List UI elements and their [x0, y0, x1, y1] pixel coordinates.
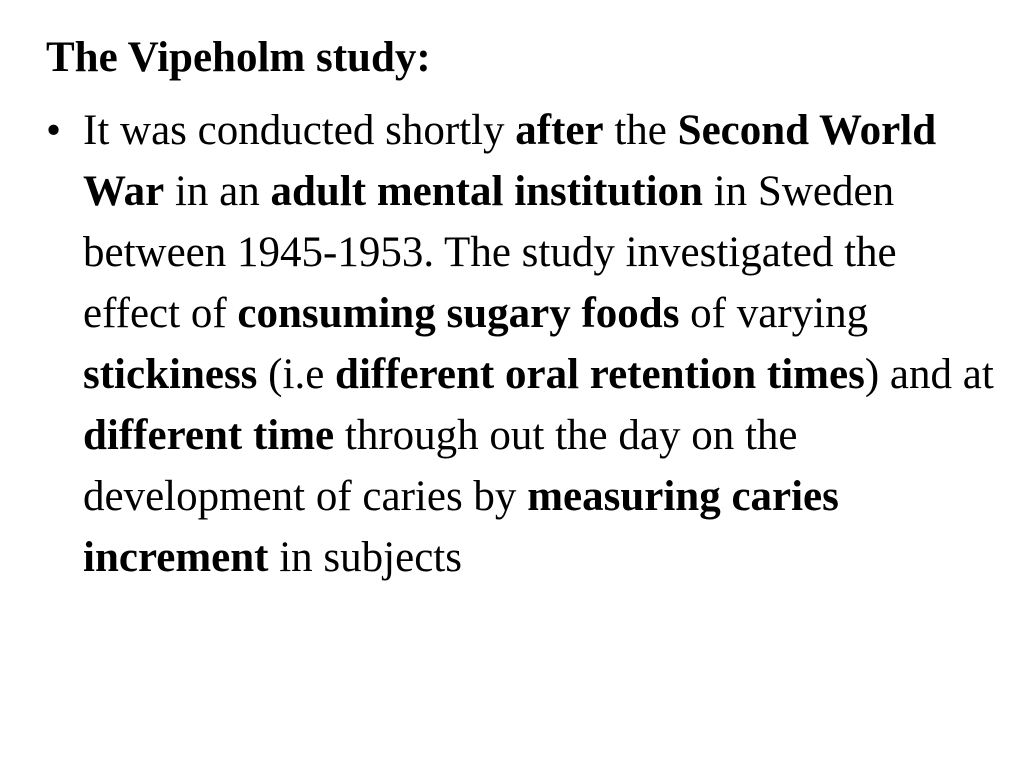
seg-9: stickiness — [83, 351, 258, 398]
seg-11: different oral retention times — [335, 351, 865, 398]
seg-6: in Sweden between 1945-1953. The study investigated the effect of — [83, 168, 897, 337]
seg-2: the — [603, 107, 678, 154]
seg-14: through out the day on the development of caries by — [83, 412, 798, 520]
seg-13: different time — [83, 412, 335, 459]
bullet-icon: • — [46, 107, 62, 154]
seg-16: in subjects — [268, 534, 462, 581]
bullet-list — [46, 100, 994, 588]
seg-3: Second World War — [83, 107, 937, 215]
seg-10: (i.e — [257, 351, 336, 398]
seg-7: consuming sugary foods — [237, 290, 680, 337]
seg-5: adult mental institution — [270, 168, 703, 215]
seg-15: measuring caries increment — [83, 473, 839, 581]
seg-1: after — [515, 107, 604, 154]
seg-12: ) and at — [864, 351, 994, 398]
seg-0: It was conducted shortly — [83, 107, 516, 154]
seg-4: in an — [164, 168, 271, 215]
seg-8: of varying — [679, 290, 869, 337]
bullet-item — [46, 100, 994, 588]
slide-title: The Vipeholm study: — [46, 34, 431, 81]
